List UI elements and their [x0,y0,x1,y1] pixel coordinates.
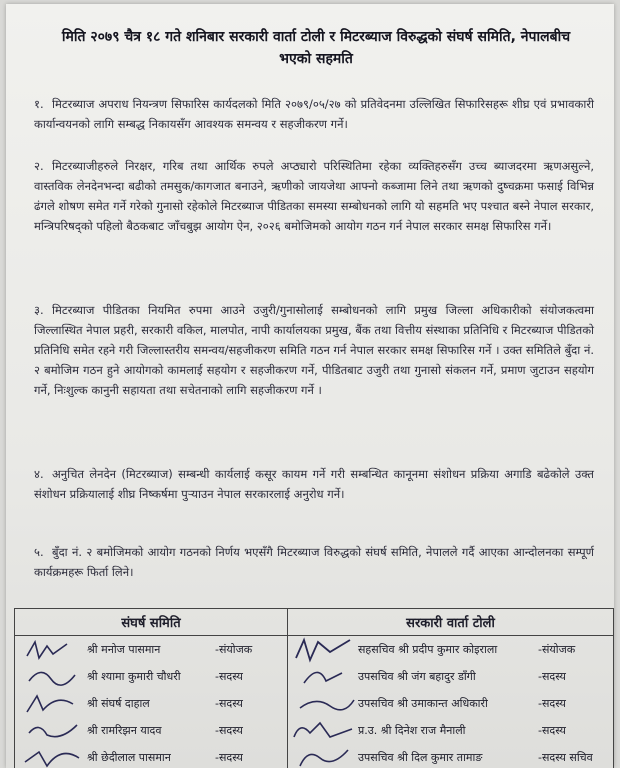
member-name: श्री श्यामा कुमारी चौधरी [87,670,181,683]
signature-mark [290,717,360,744]
point-text: मिटरब्याज अपराध नियन्त्रण सिफारिस कार्यदलको मिति २०७९/०५/२७ को प्रतिवेदनमा उल्लिखित सिफारिसहरू शीघ्र एवं प्रभावकारी कार्यान्वयनको लागि सम्बद्ध निकायसँग आवश्यक समन्वय र सहजीकरण गर्ने। [34,97,594,131]
document-page [6,4,614,768]
member-role: -संयोजक [215,643,253,656]
government-member-row [288,744,614,768]
point-number: ३. [34,303,44,317]
signature-mark [17,636,87,663]
signature-mark [290,744,360,768]
document-title: मिति २०७९ चैत्र १८ गते शनिबार सरकारी वार्ता टोली र मिटरब्याज विरुद्धको संघर्ष समिति, नेपालबीच भएको सहमति [61,29,571,67]
signature-mark [17,744,87,768]
member-role: -सदस्य सचिव [538,751,593,764]
agreement-point-1 [34,94,594,134]
agreement-point-5 [34,542,594,582]
committee-member-row [15,717,288,744]
point-text: मिटरब्याजीहरुले निरक्षर, गरिब तथा आर्थिक रुपले अप्ठ्यारो परिस्थितिमा रहेका व्यक्तिहरुसँग उच्च ब्याजदरमा ऋणअसुल्ने, वास्तविक लेनदेनभन्दा बढीको तमसुक/कागजात बनाउने, ऋणीको जायजेथा आफ्नो कब्जामा लिने तथा ऋणको दुष्चक्रमा फसाई विभिन्न ढंगले शोषण समेत गर्ने गरेको गुनासो रहेकोले मिटरब्याज पीडितका समस्या सम्बोधनको लागि यो सहमति भए पश्चात बस्ने नेपाल सरकार, मन्त्रिपरिषद्को पहिलो बैठकबाट जाँचबुझ आयोग ऐन, २०२६ बमोजिमको आयोग गठन गर्न नेपाल सरकार समक्ष सिफारिस गर्ने। [34,159,594,233]
signature-mark [290,690,360,717]
point-text: मिटरब्याज पीडितका नियमित रुपमा आउने उजुरी/गुनासोलाई सम्बोधनको लागि प्रमुख जिल्ला अधिकारीको संयोजकत्वमा जिल्लास्थित नेपाल प्रहरी, सरकारी वकिल, मालपोत, नापी कार्यालयका प्रमुख, बैंक तथा वित्तीय संस्थाका प्रतिनिधि र मिटरब्याज पीडितको प्रतिनिधि समेत रहने गरी जिल्लास्तरीय समन्वय/सहजीकरण समिति गठन गर्न नेपाल सरकार समक्ष सिफारिस गर्ने । उक्त समितिले बुँदा नं. २ बमोजिम गठन हुने आयोगको कामलाई सहयोग र सहजीकरण गर्ने, पीडितबाट उजुरी तथा गुनासो संकलन गर्ने, प्रमाण जुटाउन सहयोग गर्ने, निःशुल्क कानुनी सहायता तथा सचेतनाको लागि सहजीकरण गर्ने । [34,303,594,397]
member-role: -सदस्य [215,697,243,710]
member-role: -सदस्य [215,751,243,764]
point-text: बुँदा नं. २ बमोजिमको आयोग गठनको निर्णय भएसँगै मिटरब्याज विरुद्धको संघर्ष समिति, नेपालले गर्दै आएका आन्दोलनका सम्पूर्ण कार्यक्रमहरू फिर्ता लिने। [34,545,594,579]
signature-mark [290,636,360,663]
agreement-point-4 [34,464,594,504]
signature-mark [290,663,360,690]
member-role: -सदस्य [538,670,566,683]
agreement-point-2 [34,156,594,236]
committee-heading: संघर्ष समिति [15,609,288,636]
point-text: अनुचित लेनदेन (मिटरब्याज) सम्बन्धी कार्यलाई कसूर कायम गर्ने गरी सम्बन्धित कानूनमा संशोधन प्रक्रिया अगाडि बढेकोले उक्त संशोधन प्रक्रियालाई शीघ्र निष्कर्षमा पुऱ्याउन नेपाल सरकारलाई अनुरोध गर्ने। [34,467,594,501]
committee-member-row [15,744,288,768]
government-member-row [288,717,614,744]
member-name: उपसचिव श्री उमाकान्त अधिकारी [358,697,488,710]
point-number: १. [34,97,44,111]
member-name: श्री छेदीलाल पासमान [87,751,171,764]
member-name: श्री मनोज पासमान [87,643,161,656]
member-role: -सदस्य [538,697,566,710]
signature-mark [17,663,87,690]
member-name: उपसचिव श्री दिल कुमार तामाङ [358,751,483,764]
signature-table [14,608,614,768]
committee-member-row [15,690,288,717]
member-role: -सदस्य [215,724,243,737]
member-name: उपसचिव श्री जंग बहादुर डाँगी [358,670,476,683]
government-heading: सरकारी वार्ता टोली [288,609,614,636]
member-name: श्री रामरिझन यादव [87,724,162,737]
government-member-row [288,636,614,664]
signature-mark [17,690,87,717]
government-member-row [288,690,614,717]
committee-member-row [15,636,288,664]
agreement-point-3 [34,300,594,400]
member-name: श्री संघर्ष दाहाल [87,697,150,710]
member-name: सहसचिव श्री प्रदीप कुमार कोइराला [358,643,498,656]
point-number: ४. [34,467,44,481]
committee-member-row [15,663,288,690]
member-role: -सदस्य [215,670,243,683]
member-role: -संयोजक [538,643,576,656]
member-name: प्र.उ. श्री दिनेश राज मैनाली [358,724,466,737]
point-number: ५. [34,545,44,559]
member-role: -सदस्य [538,724,566,737]
point-number: २. [34,159,44,173]
signature-mark [17,717,87,744]
government-member-row [288,663,614,690]
